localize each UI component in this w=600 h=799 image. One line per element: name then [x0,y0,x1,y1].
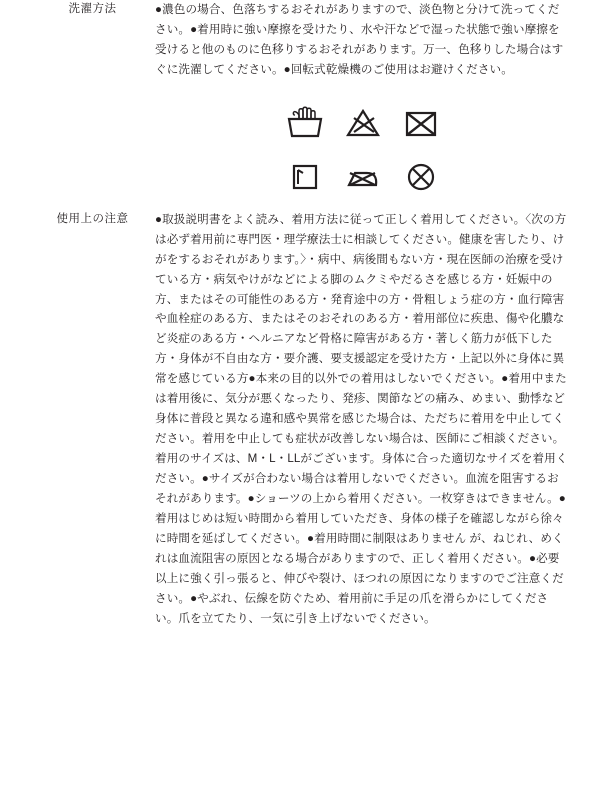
table-row-usage-notes [30,210,570,629]
wash-method-paragraph: ●濃色の場合、色落ちするおそれがありますので、淡色物と分けて洗ってください。●着用時に強い摩擦を受けたり、水や汗などで湿った状態で強い摩擦を受けると他のものに色移りするおそれがあります。万一、色移りした場合はすぐに洗濯してください。●回転式乾燥機のご使用はお避けください。 [155,3,564,76]
do-not-bleach-symbol [343,102,383,142]
do-not-tumble-dry-symbol [401,102,441,142]
table-row-wash-method [30,0,570,210]
care-instructions-table [30,0,570,628]
drip-dry-symbol [285,156,325,196]
care-symbols-group [155,102,570,196]
usage-notes-paragraph: ●取扱説明書をよく読み、着用方法に従って正しく着用してください。〈次の方は必ず着用前に専門医・理学療法士に相談してください。健康を害したり、けがをするおそれがあります。〉・病中、病後間もない方・現在医師の治療を受けている方・病気やけがなどによる脚のムクミやだるさを感じる方・妊娠中の方、またはその可能性のある方・発育途中の方・骨粗しょう症の方・血行障害や血栓症のある方、またはそのおそれのある方・着用部位に疾患、傷や化膿など炎症のある方・ヘルニアなど骨格に障害がある方・著しく筋力が低下した方・身体が不自由な方・要介護、要支援認定を受けた方・上記以外に身体に異常を感じている方●本来の目的以外での着用はしないでください。●着用中または着用後に、気分が悪くなったり、発疹、関節などの痛み、めまい、動悸など身体に普段と異なる違和感や異常を感じた場合は、ただちに着用を中止してください。着用を中止しても症状が改善しない場合は、医師にご相談ください。着用のサイズは、M・L・LLがございます。身体に合った適切なサイズを着用ください。●サイズが合わない場合は着用しないでください。血流を阻害するおそれがあります。●ショーツの上から着用ください。一枚穿きはできません。●着用はじめは短い時間から着用していただき、身体の様子を確認しながら徐々に時間を延ばしてください。●着用時間に制限はありません が、ねじれ、めくれは血流阻害の原因となる場合がありますので、正しく着用ください。●必要以上に強く引っ張ると、伸びや裂け、ほつれの原因になりますのでご注意ください。●やぶれ、伝線を防ぐため、着用前に手足の爪を滑らかにしてください。爪を立てたり、一気に引き上げないでください。 [155,212,568,625]
row-body-usage-notes [155,210,570,629]
care-symbols-row-1 [155,102,570,142]
care-symbols-row-2 [155,156,570,196]
row-header-wash-method: 洗濯方法 [68,3,117,15]
hand-wash-symbol [285,102,325,142]
do-not-iron-symbol [343,156,383,196]
page-footer-space [0,628,600,638]
row-header-usage-notes: 使用上の注意 [56,212,129,225]
row-body-wash-method [155,0,570,210]
do-not-dryclean-symbol [401,156,441,196]
